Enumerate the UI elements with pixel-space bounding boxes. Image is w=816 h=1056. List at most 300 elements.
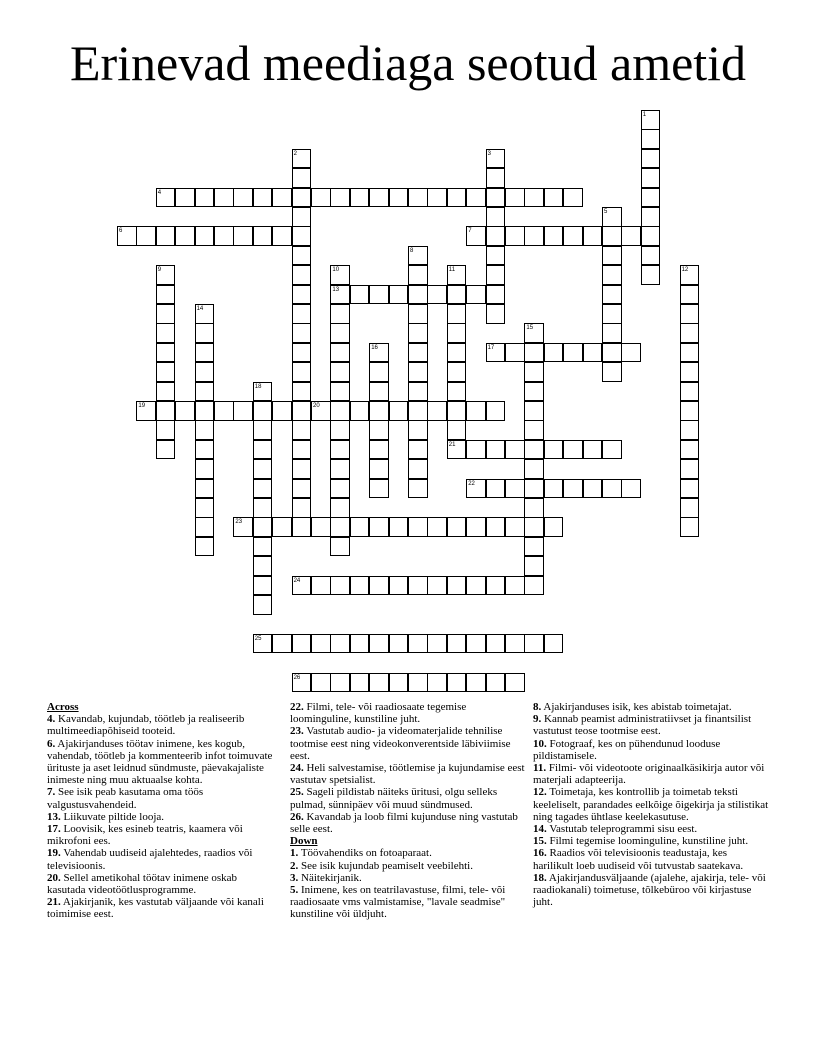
- grid-cell[interactable]: [195, 188, 215, 208]
- grid-cell[interactable]: [505, 576, 525, 596]
- grid-cell[interactable]: [195, 440, 215, 460]
- grid-cell[interactable]: [447, 673, 467, 693]
- grid-cell[interactable]: [486, 188, 506, 208]
- grid-cell[interactable]: [389, 517, 409, 537]
- grid-cell[interactable]: [350, 188, 370, 208]
- grid-cell[interactable]: [330, 382, 350, 402]
- grid-cell[interactable]: [408, 479, 428, 499]
- grid-cell[interactable]: [272, 634, 292, 654]
- clue-number-label: 3: [487, 150, 491, 157]
- grid-cell[interactable]: [583, 226, 603, 246]
- clue-text: Loovisik, kes esineb teatris, kaamera või mikrofoni ees.: [47, 823, 243, 848]
- grid-cell[interactable]: [214, 226, 234, 246]
- grid-cell[interactable]: [408, 188, 428, 208]
- grid-cell[interactable]: [253, 537, 273, 557]
- grid-cell[interactable]: [583, 343, 603, 363]
- grid-cell[interactable]: [292, 246, 312, 266]
- grid-cell[interactable]: [350, 673, 370, 693]
- grid-cell[interactable]: [680, 362, 700, 382]
- grid-cell[interactable]: [330, 304, 350, 324]
- grid-cell[interactable]: [156, 226, 176, 246]
- clue-number-label: 18: [254, 383, 262, 390]
- grid-cell[interactable]: [486, 285, 506, 305]
- grid-cell[interactable]: [214, 401, 234, 421]
- grid-cell[interactable]: [524, 479, 544, 499]
- grid-cell[interactable]: [195, 479, 215, 499]
- grid-cell[interactable]: [253, 479, 273, 499]
- grid-cell[interactable]: [233, 517, 253, 537]
- grid-cell[interactable]: [447, 517, 467, 537]
- grid-cell[interactable]: [680, 265, 700, 285]
- grid-cell[interactable]: [408, 517, 428, 537]
- grid-cell[interactable]: [292, 440, 312, 460]
- grid-cell[interactable]: [524, 440, 544, 460]
- grid-cell[interactable]: [466, 517, 486, 537]
- clue-text: Ajakirjanduses isik, kes abistab toimetajat.: [543, 701, 732, 713]
- grid-cell[interactable]: [486, 304, 506, 324]
- grid-cell[interactable]: [350, 401, 370, 421]
- grid-cell[interactable]: [292, 343, 312, 363]
- clue-text: See isik peab kasutama oma töös valgustusvahendeid.: [47, 786, 204, 811]
- grid-cell[interactable]: [505, 479, 525, 499]
- grid-cell[interactable]: [330, 265, 350, 285]
- grid-cell[interactable]: [602, 440, 622, 460]
- grid-cell[interactable]: [311, 576, 331, 596]
- grid-cell[interactable]: [389, 285, 409, 305]
- grid-cell[interactable]: [311, 517, 331, 537]
- grid-cell[interactable]: [641, 149, 661, 169]
- grid-cell[interactable]: [505, 673, 525, 693]
- grid-cell[interactable]: [272, 226, 292, 246]
- grid-cell[interactable]: [292, 149, 312, 169]
- grid-cell[interactable]: [195, 362, 215, 382]
- grid-cell[interactable]: [253, 517, 273, 537]
- grid-cell[interactable]: [524, 420, 544, 440]
- grid-cell[interactable]: [447, 285, 467, 305]
- grid-cell[interactable]: [253, 498, 273, 518]
- grid-cell[interactable]: [602, 265, 622, 285]
- grid-cell[interactable]: [602, 246, 622, 266]
- clue-text: See isik kujundab peamiselt veebilehti.: [301, 859, 473, 872]
- grid-cell[interactable]: [486, 479, 506, 499]
- grid-cell[interactable]: [602, 304, 622, 324]
- grid-cell[interactable]: [389, 188, 409, 208]
- grid-cell[interactable]: [621, 226, 641, 246]
- grid-cell[interactable]: [195, 537, 215, 557]
- grid-cell[interactable]: [330, 401, 350, 421]
- grid-cell[interactable]: [292, 265, 312, 285]
- grid-cell[interactable]: [563, 440, 583, 460]
- grid-cell[interactable]: [427, 517, 447, 537]
- grid-cell[interactable]: [447, 634, 467, 654]
- grid-cell[interactable]: [389, 576, 409, 596]
- grid-cell[interactable]: [602, 343, 622, 363]
- grid-cell[interactable]: [466, 226, 486, 246]
- grid-cell[interactable]: [447, 343, 467, 363]
- grid-cell[interactable]: [447, 576, 467, 596]
- grid-cell[interactable]: [253, 382, 273, 402]
- grid-cell[interactable]: [195, 517, 215, 537]
- grid-cell[interactable]: [408, 420, 428, 440]
- grid-cell[interactable]: [427, 634, 447, 654]
- grid-cell[interactable]: [602, 362, 622, 382]
- grid-cell[interactable]: [156, 323, 176, 343]
- grid-cell[interactable]: [544, 343, 564, 363]
- grid-cell[interactable]: [408, 576, 428, 596]
- grid-cell[interactable]: [330, 673, 350, 693]
- clue-number: 19.: [47, 847, 61, 860]
- grid-cell[interactable]: [330, 323, 350, 343]
- grid-cell[interactable]: [447, 382, 467, 402]
- grid-cell[interactable]: [466, 634, 486, 654]
- clue-down-9: [533, 713, 769, 737]
- grid-cell[interactable]: [602, 479, 622, 499]
- grid-cell[interactable]: [330, 498, 350, 518]
- grid-cell[interactable]: [524, 517, 544, 537]
- grid-cell[interactable]: [369, 517, 389, 537]
- grid-cell[interactable]: [524, 226, 544, 246]
- grid-cell[interactable]: [369, 440, 389, 460]
- grid-cell[interactable]: [486, 440, 506, 460]
- clue-number: 9.: [533, 713, 542, 726]
- grid-cell[interactable]: [505, 188, 525, 208]
- grid-cell[interactable]: [136, 401, 156, 421]
- grid-cell[interactable]: [447, 401, 467, 421]
- grid-cell[interactable]: [563, 479, 583, 499]
- clue-text: Kavandab ja loob filmi kujunduse ning vastutab selle eest.: [290, 810, 518, 836]
- grid-cell[interactable]: [447, 323, 467, 343]
- grid-cell[interactable]: [486, 673, 506, 693]
- grid-cell[interactable]: [311, 401, 331, 421]
- grid-cell[interactable]: [195, 304, 215, 324]
- grid-cell[interactable]: [195, 459, 215, 479]
- grid-cell[interactable]: [156, 382, 176, 402]
- grid-cell[interactable]: [156, 304, 176, 324]
- grid-cell[interactable]: [408, 323, 428, 343]
- grid-cell[interactable]: [486, 401, 506, 421]
- grid-cell[interactable]: [156, 401, 176, 421]
- grid-cell[interactable]: [389, 673, 409, 693]
- grid-cell[interactable]: [369, 459, 389, 479]
- grid-cell[interactable]: [389, 634, 409, 654]
- grid-cell[interactable]: [156, 362, 176, 382]
- grid-cell[interactable]: [408, 634, 428, 654]
- clue-number: 16.: [533, 847, 547, 860]
- grid-cell[interactable]: [641, 265, 661, 285]
- grid-cell[interactable]: [408, 285, 428, 305]
- grid-cell[interactable]: [369, 382, 389, 402]
- grid-cell[interactable]: [641, 226, 661, 246]
- grid-cell[interactable]: [544, 226, 564, 246]
- grid-cell[interactable]: [563, 343, 583, 363]
- grid-cell[interactable]: [292, 188, 312, 208]
- grid-cell[interactable]: [330, 517, 350, 537]
- grid-cell[interactable]: [195, 420, 215, 440]
- grid-cell[interactable]: [253, 576, 273, 596]
- grid-cell[interactable]: [253, 226, 273, 246]
- grid-cell[interactable]: [330, 634, 350, 654]
- grid-cell[interactable]: [447, 265, 467, 285]
- grid-cell[interactable]: [311, 634, 331, 654]
- grid-cell[interactable]: [195, 226, 215, 246]
- grid-cell[interactable]: [292, 226, 312, 246]
- grid-cell[interactable]: [253, 440, 273, 460]
- grid-cell[interactable]: [486, 517, 506, 537]
- grid-cell[interactable]: [524, 537, 544, 557]
- grid-cell[interactable]: [117, 226, 137, 246]
- grid-cell[interactable]: [330, 188, 350, 208]
- grid-cell[interactable]: [195, 498, 215, 518]
- grid-cell[interactable]: [524, 459, 544, 479]
- grid-cell[interactable]: [602, 226, 622, 246]
- grid-cell[interactable]: [427, 285, 447, 305]
- grid-cell[interactable]: [524, 401, 544, 421]
- grid-cell[interactable]: [233, 188, 253, 208]
- grid-cell[interactable]: [524, 634, 544, 654]
- grid-cell[interactable]: [524, 382, 544, 402]
- grid-cell[interactable]: [253, 634, 273, 654]
- grid-cell[interactable]: [427, 576, 447, 596]
- clue-number-label: 8: [410, 247, 414, 254]
- grid-cell[interactable]: [292, 459, 312, 479]
- grid-cell[interactable]: [156, 285, 176, 305]
- grid-cell[interactable]: [524, 576, 544, 596]
- grid-cell[interactable]: [544, 517, 564, 537]
- grid-cell[interactable]: [369, 479, 389, 499]
- grid-cell[interactable]: [680, 343, 700, 363]
- grid-cell[interactable]: [505, 343, 525, 363]
- grid-cell[interactable]: [466, 188, 486, 208]
- grid-cell[interactable]: [505, 517, 525, 537]
- grid-cell[interactable]: [466, 285, 486, 305]
- grid-cell[interactable]: [486, 343, 506, 363]
- grid-cell[interactable]: [447, 188, 467, 208]
- grid-cell[interactable]: [292, 285, 312, 305]
- grid-cell[interactable]: [369, 401, 389, 421]
- grid-cell[interactable]: [311, 188, 331, 208]
- grid-cell[interactable]: [369, 673, 389, 693]
- grid-cell[interactable]: [447, 304, 467, 324]
- grid-cell[interactable]: [311, 673, 331, 693]
- grid-cell[interactable]: [253, 595, 273, 615]
- grid-cell[interactable]: [466, 479, 486, 499]
- grid-cell[interactable]: [524, 362, 544, 382]
- grid-cell[interactable]: [369, 420, 389, 440]
- grid-cell[interactable]: [292, 479, 312, 499]
- grid-cell[interactable]: [272, 401, 292, 421]
- grid-cell[interactable]: [253, 556, 273, 576]
- grid-cell[interactable]: [621, 479, 641, 499]
- grid-cell[interactable]: [408, 401, 428, 421]
- grid-cell[interactable]: [680, 304, 700, 324]
- clues-column-2: [290, 701, 526, 921]
- grid-cell[interactable]: [583, 479, 603, 499]
- grid-cell[interactable]: [369, 362, 389, 382]
- grid-cell[interactable]: [330, 440, 350, 460]
- grid-cell[interactable]: [292, 207, 312, 227]
- grid-cell[interactable]: [350, 634, 370, 654]
- grid-cell[interactable]: [156, 188, 176, 208]
- grid-cell[interactable]: [292, 304, 312, 324]
- grid-cell[interactable]: [253, 188, 273, 208]
- grid-cell[interactable]: [563, 226, 583, 246]
- grid-cell[interactable]: [486, 576, 506, 596]
- grid-cell[interactable]: [524, 323, 544, 343]
- grid-cell[interactable]: [680, 420, 700, 440]
- grid-cell[interactable]: [641, 129, 661, 149]
- grid-cell[interactable]: [195, 343, 215, 363]
- grid-cell[interactable]: [350, 517, 370, 537]
- grid-cell[interactable]: [369, 576, 389, 596]
- grid-cell[interactable]: [195, 401, 215, 421]
- grid-cell[interactable]: [447, 362, 467, 382]
- grid-cell[interactable]: [544, 634, 564, 654]
- grid-cell[interactable]: [156, 265, 176, 285]
- grid-cell[interactable]: [175, 188, 195, 208]
- grid-cell[interactable]: [408, 343, 428, 363]
- grid-cell[interactable]: [544, 440, 564, 460]
- grid-cell[interactable]: [563, 188, 583, 208]
- grid-cell[interactable]: [447, 440, 467, 460]
- grid-cell[interactable]: [621, 343, 641, 363]
- grid-cell[interactable]: [233, 401, 253, 421]
- grid-cell[interactable]: [602, 207, 622, 227]
- grid-cell[interactable]: [330, 479, 350, 499]
- grid-cell[interactable]: [292, 420, 312, 440]
- clue-down-5: [290, 884, 526, 921]
- grid-cell[interactable]: [272, 517, 292, 537]
- grid-cell[interactable]: [466, 576, 486, 596]
- grid-cell[interactable]: [253, 420, 273, 440]
- clue-number: 5.: [290, 884, 299, 897]
- grid-cell[interactable]: [195, 382, 215, 402]
- grid-cell[interactable]: [408, 304, 428, 324]
- grid-cell[interactable]: [641, 207, 661, 227]
- grid-cell[interactable]: [292, 634, 312, 654]
- grid-cell[interactable]: [369, 188, 389, 208]
- grid-cell[interactable]: [156, 420, 176, 440]
- grid-cell[interactable]: [486, 265, 506, 285]
- grid-cell[interactable]: [292, 517, 312, 537]
- grid-cell[interactable]: [466, 401, 486, 421]
- grid-cell[interactable]: [486, 168, 506, 188]
- grid-cell[interactable]: [272, 188, 292, 208]
- grid-cell[interactable]: [544, 479, 564, 499]
- grid-cell[interactable]: [680, 479, 700, 499]
- grid-cell[interactable]: [408, 382, 428, 402]
- grid-cell[interactable]: [486, 226, 506, 246]
- grid-cell[interactable]: [602, 285, 622, 305]
- grid-cell[interactable]: [350, 576, 370, 596]
- grid-cell[interactable]: [408, 265, 428, 285]
- grid-cell[interactable]: [524, 343, 544, 363]
- grid-cell[interactable]: [330, 576, 350, 596]
- grid-cell[interactable]: [641, 168, 661, 188]
- grid-cell[interactable]: [175, 226, 195, 246]
- grid-cell[interactable]: [292, 323, 312, 343]
- grid-cell[interactable]: [466, 673, 486, 693]
- grid-cell[interactable]: [680, 517, 700, 537]
- grid-cell[interactable]: [680, 323, 700, 343]
- grid-cell[interactable]: [680, 459, 700, 479]
- grid-cell[interactable]: [369, 343, 389, 363]
- grid-cell[interactable]: [292, 498, 312, 518]
- grid-cell[interactable]: [292, 401, 312, 421]
- grid-cell[interactable]: [486, 634, 506, 654]
- grid-cell[interactable]: [408, 246, 428, 266]
- grid-cell[interactable]: [214, 188, 234, 208]
- grid-cell[interactable]: [447, 420, 467, 440]
- grid-cell[interactable]: [330, 420, 350, 440]
- grid-cell[interactable]: [583, 440, 603, 460]
- grid-cell[interactable]: [253, 401, 273, 421]
- grid-cell[interactable]: [486, 149, 506, 169]
- clue-text: Kavandab, kujundab, töötleb ja realiseerib multimeediapõhiseid tooteid.: [47, 713, 245, 738]
- grid-cell[interactable]: [505, 634, 525, 654]
- grid-cell[interactable]: [233, 226, 253, 246]
- grid-cell[interactable]: [408, 440, 428, 460]
- grid-cell[interactable]: [486, 207, 506, 227]
- grid-cell[interactable]: [292, 362, 312, 382]
- clue-number-label: 24: [293, 577, 301, 584]
- grid-cell[interactable]: [408, 673, 428, 693]
- grid-cell[interactable]: [427, 188, 447, 208]
- clue-number-label: 19: [138, 403, 146, 409]
- grid-cell[interactable]: [408, 459, 428, 479]
- grid-cell[interactable]: [524, 556, 544, 576]
- grid-cell[interactable]: [369, 634, 389, 654]
- grid-cell[interactable]: [641, 246, 661, 266]
- grid-cell[interactable]: [641, 110, 661, 130]
- grid-cell[interactable]: [292, 576, 312, 596]
- grid-cell[interactable]: [680, 440, 700, 460]
- grid-cell[interactable]: [505, 226, 525, 246]
- grid-cell[interactable]: [330, 285, 350, 305]
- grid-cell[interactable]: [602, 323, 622, 343]
- grid-cell[interactable]: [680, 285, 700, 305]
- grid-cell[interactable]: [330, 537, 350, 557]
- grid-cell[interactable]: [292, 673, 312, 693]
- grid-cell[interactable]: [486, 246, 506, 266]
- grid-cell[interactable]: [466, 440, 486, 460]
- grid-cell[interactable]: [330, 343, 350, 363]
- grid-cell[interactable]: [680, 401, 700, 421]
- grid-cell[interactable]: [641, 188, 661, 208]
- grid-cell[interactable]: [156, 440, 176, 460]
- grid-cell[interactable]: [680, 498, 700, 518]
- grid-cell[interactable]: [156, 343, 176, 363]
- grid-cell[interactable]: [253, 459, 273, 479]
- grid-cell[interactable]: [350, 285, 370, 305]
- grid-cell[interactable]: [292, 168, 312, 188]
- grid-cell[interactable]: [408, 362, 428, 382]
- grid-cell[interactable]: [369, 285, 389, 305]
- grid-cell[interactable]: [389, 401, 409, 421]
- grid-cell[interactable]: [524, 188, 544, 208]
- grid-cell[interactable]: [524, 498, 544, 518]
- grid-cell[interactable]: [330, 362, 350, 382]
- grid-cell[interactable]: [544, 188, 564, 208]
- grid-cell[interactable]: [195, 323, 215, 343]
- grid-cell[interactable]: [680, 382, 700, 402]
- grid-cell[interactable]: [292, 382, 312, 402]
- grid-cell[interactable]: [427, 673, 447, 693]
- grid-cell[interactable]: [330, 459, 350, 479]
- grid-cell[interactable]: [175, 401, 195, 421]
- grid-cell[interactable]: [427, 401, 447, 421]
- grid-cell[interactable]: [136, 226, 156, 246]
- grid-cell[interactable]: [505, 440, 525, 460]
